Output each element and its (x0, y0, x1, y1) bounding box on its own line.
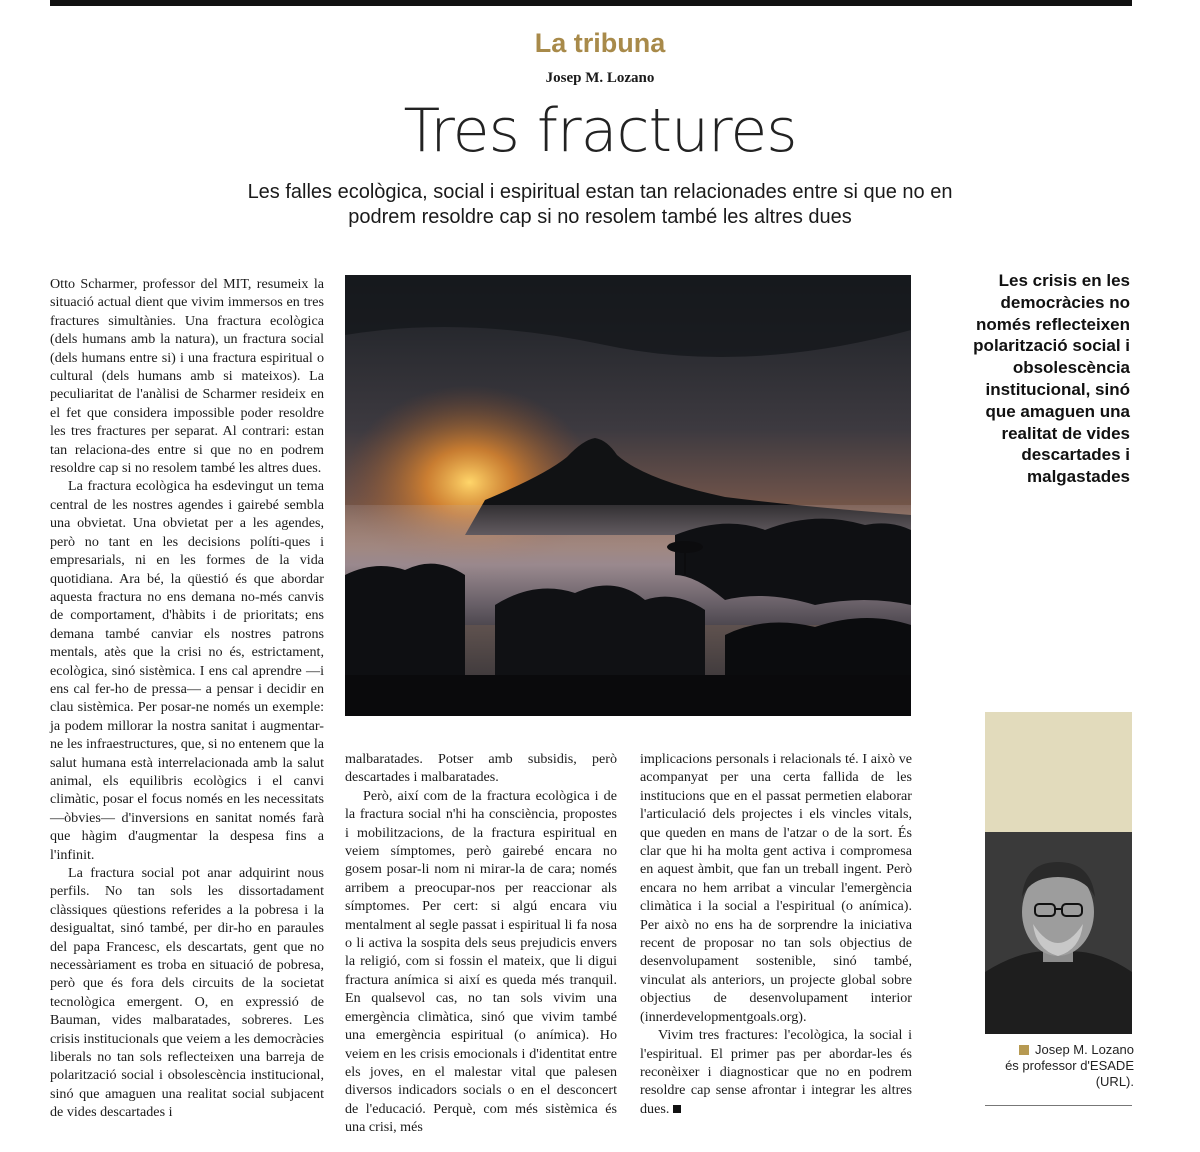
paragraph: Però, així com de la fractura ecològica i de la fractura social n'hi ha consciència, propostes i mobilitzacions, de la fractura espiritual en veiem símptomes, però gairebé encara no gosem posar-li nom ni mirar-la de cara; només arribem a preocupar-nos per reaccionar als símptomes. Per cert: si algú encara viu mentalment al segle passat i espiritual li fa nosa o li activa la sospita dels seus prejudicis envers la religió, com si fossin el mateix, que li digui fractura anímica si així es queda més tranquil. En qualsevol cas, no tan sols vivim una emergència climàtica, sinó que vivim també una emergència espiritual (o anímica). Ho veiem en les crisis emocionals i d'identitat entre els joves, en el malestar vital que palesen diversos indicadors socials o en el desconcert de l'educació. Perquè, com més sistèmica és una crisi, més (345, 787, 617, 1136)
body-column-3 (640, 750, 912, 1122)
subheadline: Les falles ecològica, social i espiritual estan tan relacionades entre si que no en podrem resoldre cap si no resolem també les altres dues (247, 181, 953, 228)
paragraph: La fractura social pot anar adquirint nous perfils. No tan sols les dissortadament clàssiques qüestions referides a la pobresa i la desigualtat, sinó també, per dir-ho en paraules del papa Francesc, els descartats, gent que no necessàriament es troba en situació de pobresa, però que és fora dels circuits de la societat tecnològica emergent. O, en expressió de Bauman, vides malbaratades, sobreres. Les crisis institucionals que veiem a les democràcies liberals no tan sols reflecteixen una barreja de polarització social i obsolescència institucional, sinó que amaguen una realitat social subjacent de vides descartades i (50, 865, 324, 1121)
paragraph-text: Vivim tres fractures: l'ecològica, la social i l'espiritual. El primer pas per abordar-les és reconèixer i diagnosticar que no en podrem resoldre cap sense afrontar i integrar les altres dues. (640, 1027, 912, 1117)
caption-rule (985, 1105, 1132, 1106)
paragraph (640, 1026, 912, 1118)
body-column-1 (50, 275, 324, 1123)
byline: Josep M. Lozano (545, 70, 655, 86)
caption-name: Josep M. Lozano (1034, 1042, 1134, 1057)
article-photo (345, 275, 911, 716)
top-rule (50, 0, 1132, 6)
caption-role: és professor d'ESADE (URL). (1005, 1058, 1134, 1089)
body-column-2 (345, 750, 617, 1136)
paragraph: La fractura ecològica ha esdevingut un tema central de les nostres agendes i gairebé sembla una obvietat. Una obvietat per a les agendes, però no tant en les decisions políti-ques i empresarials, ni en les formes de la vida quotidiana. Ara bé, la qüestió és que abordar aquesta fractura no ens demana no-més canvis de comportament, d'hàbits i de prioritats; ens demana també canviar els nostres patrons mentals, atès que la crisi no és, estrictament, ecològica, sinó sistèmica. I ens cal aprendre —i ens cal fer-ho de pressa— a pensar i decidir en clau sistèmica. Per posar-ne només un exemple: ja podem millorar la nostra sanitat i augmentar-ne les infraestructures, que, si no entenem que la salut humana està interrelacionada amb la salut animal, els equilibris ecològics i el canvi climàtic, posar el focus només en les necessitats —òbvies— d'inversions en sanitat només farà que hàgim d'augmentar la despesa fins a l'infinit. (50, 478, 324, 863)
paragraph: malbaratades. Potser amb subsidis, però descartades i malbaratades. (345, 751, 617, 786)
pull-quote: Les crisis en les democràcies no només reflecteixen polarització social i obsolescència institucional, sinó que amaguen una realitat de vides descartades i malgastades (973, 271, 1130, 487)
author-photo-image (985, 712, 1132, 1034)
headline: Tres fractures (403, 96, 797, 166)
paragraph: implicacions personals i relacionals té. I això ve acompanyat per una certa fallida de les institucions que en el passat permetien elaborar l'articulació dels projectes i els vincles vitals, que queden en mans de l'atzar o de la sort. És clar que hi ha molta gent activa i compromesa en aquest àmbit, que fan un treball ingent. Però encara no hem arribat a vincular l'emergència climàtica i la social a l'espiritual (o anímica). Per això no ens ha de sorprendre la iniciativa recent de proposar no tan sols objectius de desenvolupament sostenible, sinó també, vinculat als anteriors, un projecte global sobre objectius de desenvolupament interior (innerdevelopmentgoals.org). (640, 751, 912, 1025)
end-of-article-icon (673, 1105, 681, 1113)
paragraph: Otto Scharmer, professor del MIT, resumeix la situació actual dient que vivim immersos en tres fractures simultànies. Una fractura ecològica (dels humans amb la natura), un fractura social (dels humans entre si) i una fractura espiritual o cultural (dels humans amb si mateixos). La peculiaritat de l'anàlisi de Scharmer resideix en el fet que considera impossible poder resoldre les tres fractures per separat. Al contrari: estan tan relaciona-des entre si que no en podrem resoldre cap si no resolem també les altres dues. (50, 276, 324, 477)
author-portrait (985, 712, 1132, 1034)
caption-marker-icon (1019, 1045, 1029, 1055)
misty-volcano-sunset-image (345, 275, 911, 716)
section-label: La tribuna (534, 28, 666, 58)
photo-caption (990, 1042, 1134, 1090)
